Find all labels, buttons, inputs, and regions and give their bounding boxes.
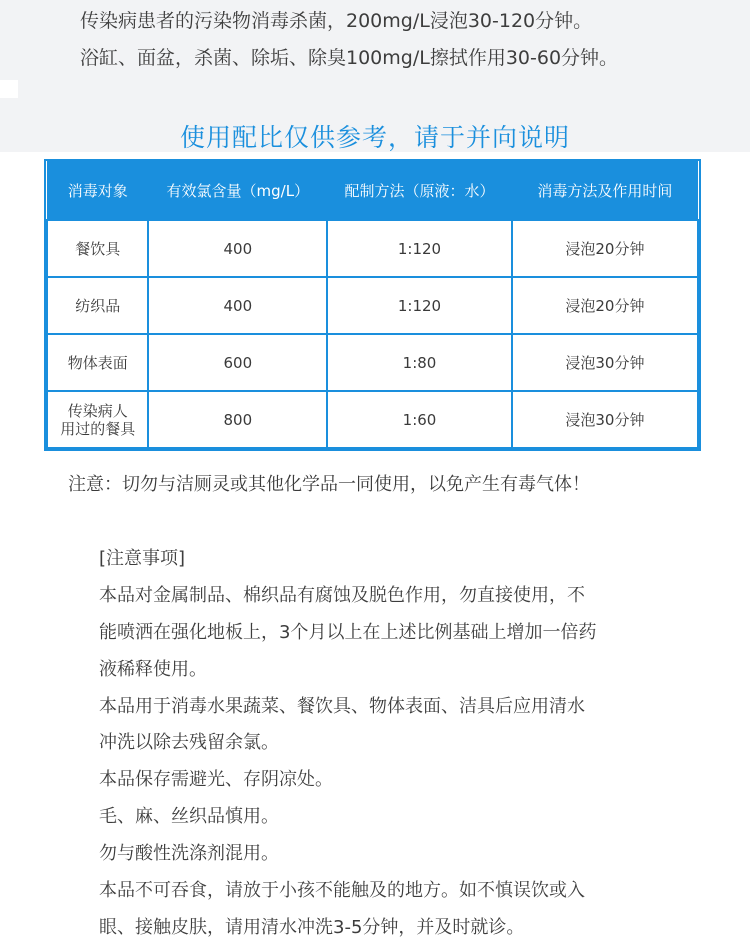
note-line: 勿与酸性洗涤剂混用。 (99, 843, 279, 865)
note-line: 本品不可吞食，请放于小孩不能触及的地方。如不慎误饮或入 (99, 880, 585, 902)
table-row (47, 277, 698, 334)
cell-ratio: 1:60 (327, 391, 512, 448)
cell-object-line-2: 用过的餐具 (60, 419, 136, 438)
header-method: 消毒方法及作用时间 (512, 161, 698, 220)
note-line: 液稀释使用。 (99, 658, 207, 680)
note-line: 毛、麻、丝织品慎用。 (99, 806, 279, 828)
precautions-section (99, 541, 699, 947)
cell-chlorine: 600 (148, 334, 327, 391)
cell-object: 物体表面 (47, 334, 148, 391)
table-row (47, 391, 698, 448)
usage-line-2: 浴缸、面盆，杀菌、除垢、除臭100mg/L擦拭作用30-60分钟。 (80, 47, 619, 69)
cell-method: 浸泡30分钟 (512, 334, 698, 391)
note-line: 眼、接触皮肤，请用清水冲洗3-5分钟，并及时就诊。 (99, 916, 525, 938)
safety-warning: 注意：切勿与洁厕灵或其他化学品一同使用，以免产生有毒气体！ (68, 474, 590, 495)
ratio-headline: 使用配比仅供参考，请于并向说明 (179, 123, 570, 152)
cell-method: 浸泡20分钟 (512, 220, 698, 277)
note-line: 本品对金属制品、棉织品有腐蚀及脱色作用，勿直接使用，不 (99, 584, 585, 606)
cell-chlorine: 400 (148, 220, 327, 277)
note-line: 本品用于消毒水果蔬菜、餐饮具、物体表面、洁具后应用清水 (99, 695, 585, 717)
band-notch (0, 80, 18, 98)
cell-object: 餐饮具 (47, 220, 148, 277)
usage-line-1: 传染病患者的污染物消毒杀菌，200mg/L浸泡30-120分钟。 (80, 10, 593, 32)
cell-chlorine: 800 (148, 391, 327, 448)
cell-ratio: 1:120 (327, 220, 512, 277)
cell-chlorine: 400 (148, 277, 327, 334)
table-row (47, 220, 698, 277)
header-chlorine: 有效氯含量（mg/L） (148, 161, 327, 220)
cell-method: 浸泡20分钟 (512, 277, 698, 334)
table-row (47, 334, 698, 391)
cell-ratio: 1:120 (327, 277, 512, 334)
cell-ratio: 1:80 (327, 334, 512, 391)
header-object: 消毒对象 (47, 161, 148, 220)
dilution-table (44, 159, 701, 451)
note-line: 本品保存需避光、存阴凉处。 (99, 769, 333, 791)
cell-object: 纺织品 (47, 277, 148, 334)
note-line: 冲洗以除去残留余氯。 (99, 732, 279, 754)
precautions-title: [注意事项] (99, 548, 186, 569)
table-header-row (47, 161, 698, 220)
note-line: 能喷洒在强化地板上，3个月以上在上述比例基础上增加一倍药 (99, 621, 597, 643)
cell-object-line-1: 传染病人 (67, 401, 128, 420)
header-ratio: 配制方法（原液：水） (327, 161, 512, 220)
cell-method: 浸泡30分钟 (512, 391, 698, 448)
cell-object (47, 391, 148, 448)
